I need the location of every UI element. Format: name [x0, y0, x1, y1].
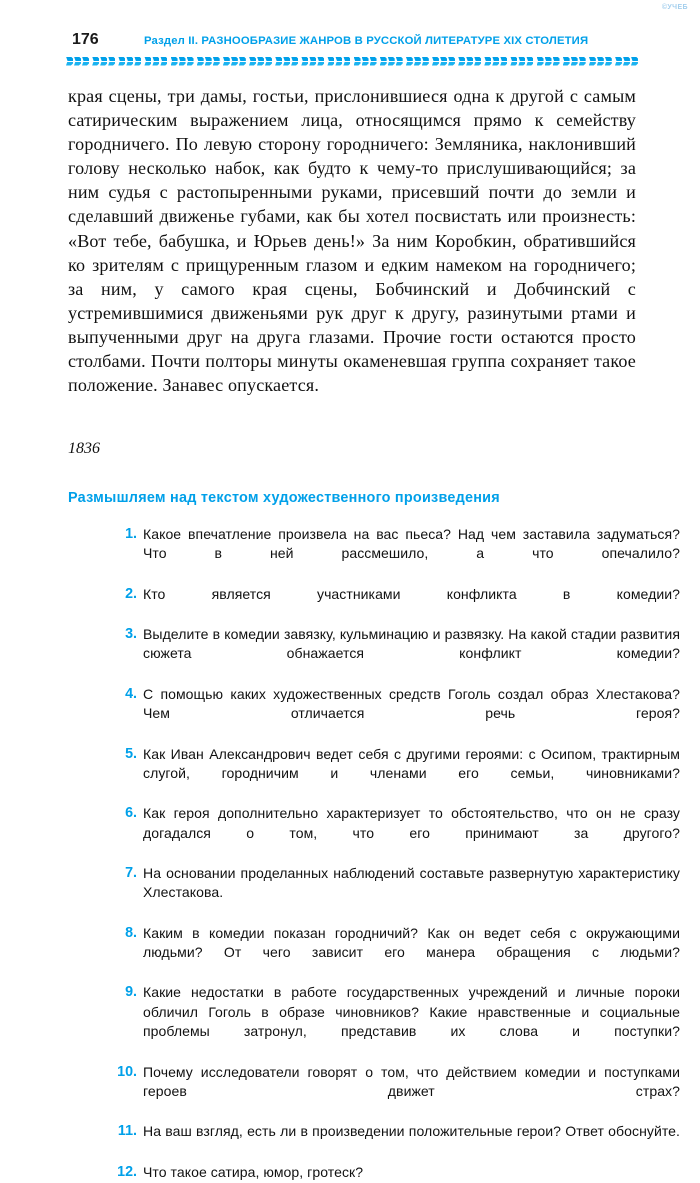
divider-ornament: [118, 57, 141, 66]
divider-glyph-icon: [484, 57, 491, 66]
question-number: 10.: [117, 1063, 137, 1080]
question-item: [108, 745, 680, 803]
page-number: 176: [72, 31, 99, 48]
divider-glyph-icon: [537, 57, 544, 66]
divider-ornament: [66, 57, 89, 66]
divider-ornament: [432, 57, 455, 66]
divider-glyph-icon: [257, 57, 264, 66]
divider-ornament: [223, 57, 246, 66]
divider-ornament: [327, 57, 350, 66]
divider-glyph-icon: [526, 57, 533, 66]
divider-ornament: [537, 57, 560, 66]
divider-glyph-icon: [553, 57, 560, 66]
body-paragraph: края сцены, три дамы, гостьи, прислонившиеся одна к другой с самым сатирическим выражением лица, относящимся прямо к семейству городничего. По левую сторону городничего: Земляника, наклонивший голову несколько набок, как будто к чему-то прислушивающийся; за ним судья с растопыренными руками, присевший почти до земли и сделавший движенье губами, как бы хотел посвистать или произнесть: «Вот тебе, бабушка, и Юрьев день!» За ним Коробкин, обратившийся ко зрителям с прищуренным глазом и едким намеком на городничего; за ним, у самого края сцены, Бобчинский и Добчинский с устремившимися движеньями рук друг к другу, разинутыми ртами и выпученными друг на друга глазами. Прочие гости остаются просто столбами. Почти полторы минуты окаменевшая группа сохраняет такое положение. Занавес опускается.: [68, 86, 636, 396]
running-head: [72, 31, 670, 53]
question-number: 5.: [125, 745, 137, 762]
question-item: [108, 983, 680, 1061]
divider-glyph-icon: [108, 57, 115, 66]
section-heading: Размышляем над текстом художественного произведения: [68, 490, 500, 506]
divider-glyph-icon: [213, 57, 220, 66]
question-item: [108, 864, 680, 922]
divider-glyph-icon: [370, 57, 377, 66]
divider-glyph-icon: [179, 57, 186, 66]
question-number: 11.: [117, 1123, 137, 1140]
divider-glyph-icon: [171, 57, 178, 66]
divider-glyph-icon: [205, 57, 212, 66]
question-text: С помощью каких художественных средств Гоголь создал образ Хлестакова? Чем отличается речь героя?: [143, 685, 680, 722]
divider-glyph-icon: [406, 57, 413, 66]
divider-glyph-icon: [197, 57, 204, 66]
divider-glyph-icon: [631, 57, 638, 66]
question-text: Выделите в комедии завязку, кульминацию и развязку. На какой стадии развития сюжета обнажается конфликт комедии?: [143, 626, 680, 662]
divider-ornament: [249, 57, 272, 66]
divider-glyph-icon: [589, 57, 596, 66]
divider-glyph-icon: [317, 57, 324, 66]
decorative-divider: [66, 54, 638, 68]
question-item: [108, 804, 680, 862]
divider-glyph-icon: [265, 57, 272, 66]
divider-glyph-icon: [466, 57, 473, 66]
question-item: [108, 525, 680, 583]
divider-glyph-icon: [283, 57, 290, 66]
divider-glyph-icon: [223, 57, 230, 66]
divider-ornament: [144, 57, 167, 66]
divider-ornament: [563, 57, 586, 66]
divider-glyph-icon: [458, 57, 465, 66]
divider-glyph-icon: [432, 57, 439, 66]
divider-glyph-icon: [448, 57, 455, 66]
question-number: 8.: [125, 924, 137, 941]
divider-glyph-icon: [623, 57, 630, 66]
body-text: [68, 84, 636, 397]
divider-glyph-icon: [249, 57, 256, 66]
question-number: 2.: [125, 585, 137, 602]
divider-ornament: [301, 57, 324, 66]
divider-glyph-icon: [396, 57, 403, 66]
question-number: 7.: [125, 864, 137, 881]
composition-year: 1836: [68, 440, 100, 457]
divider-glyph-icon: [301, 57, 308, 66]
divider-ornament: [406, 57, 429, 66]
question-text: На ваш взгляд, есть ли в произведении положительные герои? Ответ обоснуйте.: [143, 1123, 680, 1140]
divider-glyph-icon: [82, 57, 89, 66]
divider-ornament: [484, 57, 507, 66]
question-text: Каким в комедии показан городничий? Как он ведет себя с окружающими людьми? От чего зависит его манера обращения с людьми?: [143, 924, 680, 961]
divider-glyph-icon: [615, 57, 622, 66]
divider-glyph-icon: [291, 57, 298, 66]
divider-glyph-icon: [388, 57, 395, 66]
divider-glyph-icon: [518, 57, 525, 66]
divider-glyph-icon: [187, 57, 194, 66]
divider-glyph-icon: [545, 57, 552, 66]
divider-glyph-icon: [422, 57, 429, 66]
divider-ornament: [458, 57, 481, 66]
question-text: Что такое сатира, юмор, гротеск?: [143, 1163, 364, 1180]
question-text: Какие недостатки в работе государственных учреждений и личные пороки обличил Гоголь в образе чиновников? Какие нравственные и социальные проблемы затронул, представив их слова и поступки?: [143, 984, 680, 1040]
question-item: [108, 685, 680, 743]
divider-glyph-icon: [126, 57, 133, 66]
divider-glyph-icon: [335, 57, 342, 66]
divider-glyph-icon: [118, 57, 125, 66]
question-text: Какое впечатление произвела на вас пьеса? Над чем заставила задуматься? Что в ней рассмешило, а что опечалило?: [143, 526, 680, 562]
divider-glyph-icon: [100, 57, 107, 66]
divider-glyph-icon: [579, 57, 586, 66]
divider-ornament: [510, 57, 533, 66]
question-text: Как Иван Александрович ведет себя с другими героями: с Осипом, трактирным слугой, городничим и членами его семьи, чиновниками?: [143, 745, 680, 781]
question-text: Как героя дополнительно характеризует то обстоятельство, что он не сразу догадался о том, что его принимают за другого?: [143, 805, 680, 841]
divider-glyph-icon: [92, 57, 99, 66]
question-number: 9.: [125, 984, 137, 1001]
divider-glyph-icon: [362, 57, 369, 66]
divider-glyph-icon: [309, 57, 316, 66]
question-text: Почему исследователи говорят о том, что действием комедии и поступками героев движет страх?: [143, 1063, 680, 1099]
divider-glyph-icon: [380, 57, 387, 66]
question-list: [68, 525, 680, 1183]
question-item: [108, 1122, 680, 1161]
divider-glyph-icon: [152, 57, 159, 66]
divider-ornament: [92, 57, 115, 66]
divider-glyph-icon: [231, 57, 238, 66]
divider-glyph-icon: [354, 57, 361, 66]
divider-glyph-icon: [605, 57, 612, 66]
divider-glyph-icon: [571, 57, 578, 66]
divider-glyph-icon: [144, 57, 151, 66]
divider-glyph-icon: [440, 57, 447, 66]
question-item: [108, 924, 680, 982]
question-number: 12.: [117, 1163, 137, 1180]
divider-ornament: [589, 57, 612, 66]
divider-glyph-icon: [563, 57, 570, 66]
question-text: Кто является участниками конфликта в комедии?: [143, 585, 680, 602]
question-number: 6.: [125, 805, 137, 822]
question-item: [108, 1163, 680, 1182]
divider-glyph-icon: [134, 57, 141, 66]
divider-glyph-icon: [510, 57, 517, 66]
divider-glyph-icon: [239, 57, 246, 66]
question-text: На основании проделанных наблюдений составьте развернутую характеристику Хлестакова.: [143, 864, 680, 901]
question-item: [108, 625, 680, 683]
running-title: Раздел II. РАЗНООБРАЗИЕ ЖАНРОВ В РУССКОЙ ЛИТЕРАТУРЕ XIX СТОЛЕТИЯ: [144, 35, 589, 47]
divider-glyph-icon: [597, 57, 604, 66]
divider-ornament: [275, 57, 298, 66]
divider-glyph-icon: [275, 57, 282, 66]
divider-glyph-icon: [414, 57, 421, 66]
divider-glyph-icon: [327, 57, 334, 66]
watermark-label: ©УЧЕБ: [661, 4, 688, 11]
question-number: 4.: [125, 685, 137, 702]
divider-ornament: [615, 57, 638, 66]
divider-ornament: [354, 57, 377, 66]
question-item: [108, 1063, 680, 1121]
divider-ornament: [197, 57, 220, 66]
divider-glyph-icon: [500, 57, 507, 66]
divider-ornament: [380, 57, 403, 66]
question-number: 1.: [125, 526, 137, 543]
divider-glyph-icon: [160, 57, 167, 66]
question-number: 3.: [125, 626, 137, 643]
divider-glyph-icon: [343, 57, 350, 66]
divider-glyph-icon: [474, 57, 481, 66]
divider-glyph-icon: [74, 57, 81, 66]
question-item: [108, 585, 680, 624]
divider-glyph-icon: [66, 57, 73, 66]
divider-glyph-icon: [492, 57, 499, 66]
divider-ornament: [171, 57, 194, 66]
